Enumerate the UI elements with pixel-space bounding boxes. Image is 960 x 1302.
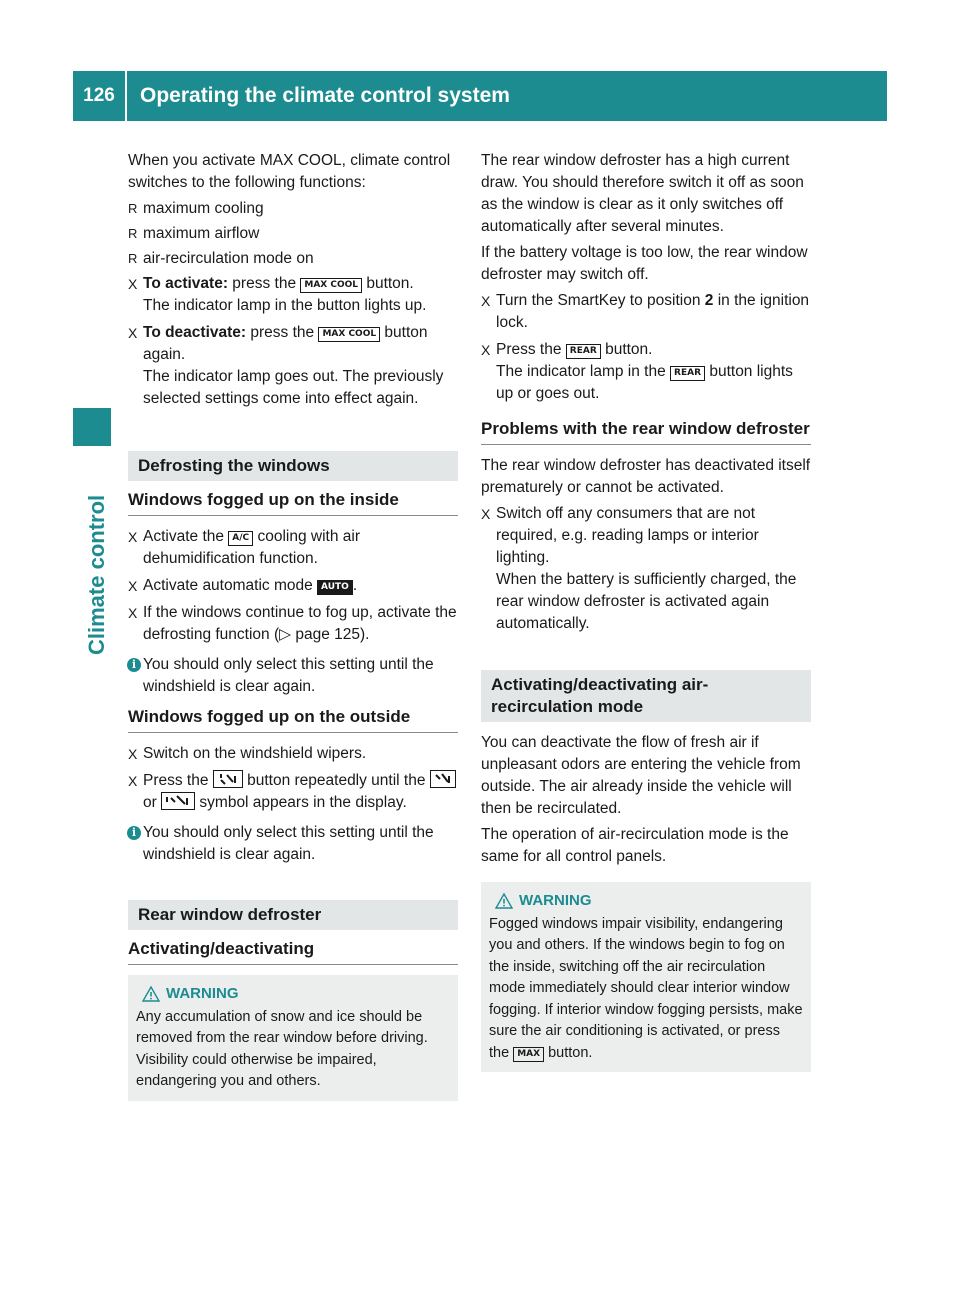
rear-defroster-icon: REAR [670, 366, 705, 381]
subheading-inside: Windows fogged up on the inside [128, 489, 458, 516]
side-tab-label: Climate control [84, 494, 109, 655]
warning-text: Any accumulation of snow and ice should be removed from the rear window before driving. Visibility could otherwise be impaired, endangering you and others. [136, 1008, 428, 1089]
step-arrow-icon: X [481, 342, 491, 358]
section-heading-defrosting: Defrosting the windows [128, 451, 458, 481]
info-note: i You should only select this setting until the windshield is clear again. [128, 822, 458, 866]
step-arrow-icon: X [128, 773, 138, 789]
max-cool-button-icon: MAX COOL [318, 327, 380, 342]
list-item: X Press the button repeatedly until the or symbol appears in the display. [128, 770, 458, 814]
page-title: Operating the climate control system [140, 84, 510, 107]
list-item: X Switch off any consumers that are not required, e.g. reading lamps or interior lighting. When the battery is sufficiently charged, the rear window defroster is activated again automatically. [481, 505, 797, 632]
activate-step: X To activate: press the MAX COOL button. The indicator lamp in the button lights up. [128, 275, 427, 314]
airflow-windshield-icon [161, 792, 195, 810]
warning-triangle-icon [142, 986, 160, 1002]
list-item: R air-recirculation mode on [128, 248, 458, 270]
list-item: R maximum cooling [128, 198, 458, 220]
subheading-outside: Windows fogged up on the outside [128, 706, 458, 733]
paragraph: The rear window defroster has a high current draw. You should therefore switch it off as soon as the window is clear as it only switches off automatically after several minutes. [481, 152, 804, 235]
max-cool-button-icon: MAX COOL [300, 278, 362, 293]
airflow-windshield-footwell-icon [430, 770, 456, 788]
right-column [481, 150, 811, 1072]
auto-button-icon: AUTO [317, 580, 353, 595]
warning-text: Fogged windows impair visibility, endangering you and others. If the windows begin to fog on the inside, switching off the air recirculation mode immediately should clear interior window fogging. If interior window fogging persists, make sure the air conditioning is activated, or press the MAX button. [489, 915, 803, 1061]
step-arrow-icon: X [128, 746, 138, 762]
left-column [128, 150, 458, 1101]
list-item: X Turn the SmartKey to position 2 in the ignition lock. [481, 292, 810, 331]
step-arrow-icon: X [128, 605, 138, 621]
step-arrow-icon: X [128, 276, 138, 292]
warning-triangle-icon [495, 893, 513, 909]
paragraph: The rear window defroster has deactivated itself prematurely or cannot be activated. [481, 457, 811, 496]
step-arrow-icon: X [128, 529, 138, 545]
paragraph: You can deactivate the flow of fresh air if unpleasant odors are entering the vehicle from outside. The air already inside the vehicle will then be recirculated. [481, 734, 801, 817]
page-number: 126 [83, 85, 115, 106]
bullet-icon: R [128, 251, 138, 266]
section-heading-recirculation: Activating/deactivating air-recirculation mode [481, 670, 811, 722]
step-arrow-icon: X [481, 293, 491, 309]
header-divider [125, 71, 127, 121]
list-item: X Switch on the windshield wipers. [128, 743, 458, 765]
warning-title: WARNING [166, 985, 239, 1002]
airflow-distribution-icon [213, 770, 243, 788]
bullet-icon: R [128, 201, 138, 216]
paragraph: The operation of air-recirculation mode is the same for all control panels. [481, 826, 789, 865]
warning-title: WARNING [519, 892, 592, 909]
max-defrost-icon: MAX [513, 1047, 544, 1062]
side-tab-marker [73, 408, 111, 446]
subheading-activating: Activating/deactivating [128, 938, 458, 965]
section-heading-rear-defroster: Rear window defroster [128, 900, 458, 930]
list-item: X If the windows continue to fog up, activate the defrosting function (▷ page 125). [128, 604, 457, 643]
list-item: R maximum airflow [128, 223, 458, 245]
warning-box [481, 882, 811, 1072]
paragraph: If the battery voltage is too low, the rear window defroster may switch off. [481, 244, 808, 283]
deactivate-step: X To deactivate: press the MAX COOL button again. The indicator lamp goes out. The previously selected settings come into effect again. [128, 324, 444, 407]
info-note: i You should only select this setting until the windshield is clear again. [128, 654, 458, 698]
ac-button-icon: A/C [228, 531, 253, 546]
step-arrow-icon: X [128, 325, 138, 341]
list-item: X Press the REAR button. The indicator lamp in the REAR button lights up or goes out. [481, 341, 793, 402]
info-icon: i [127, 658, 141, 672]
step-arrow-icon: X [128, 578, 138, 594]
list-item: X Activate automatic mode AUTO . [128, 575, 458, 597]
step-arrow-icon: X [481, 506, 491, 522]
intro-text: When you activate MAX COOL, climate control switches to the following functions: [128, 152, 451, 191]
subheading-problems: Problems with the rear window defroster [481, 418, 811, 445]
list-item: X Activate the A/C cooling with air dehumidification function. [128, 528, 360, 567]
info-icon: i [127, 826, 141, 840]
bullet-icon: R [128, 226, 138, 241]
rear-defroster-icon: REAR [566, 344, 601, 359]
warning-box [128, 975, 458, 1101]
